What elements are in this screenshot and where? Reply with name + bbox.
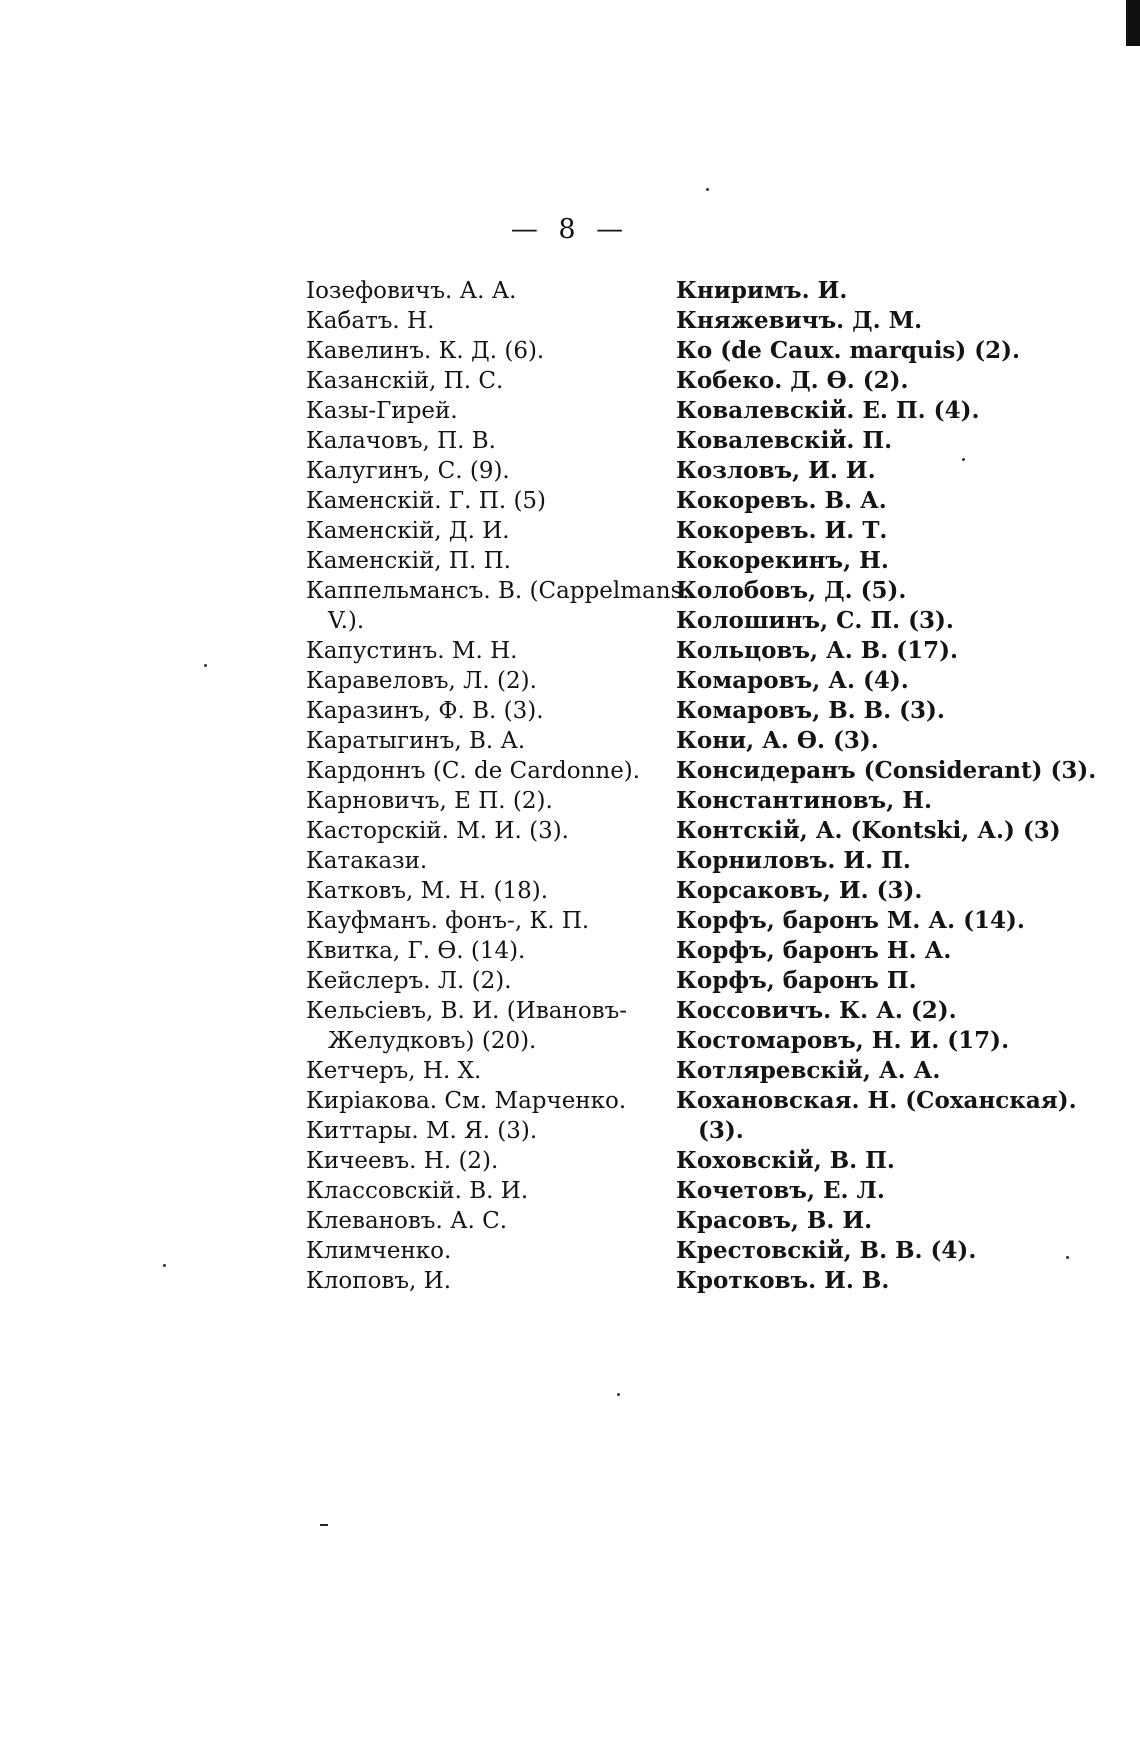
index-entry: Корфъ, баронъ М. А. (14).	[676, 907, 1025, 934]
scan-mark	[320, 1524, 328, 1526]
index-entry: Красовъ, В. И.	[676, 1207, 873, 1234]
index-entry: Каразинъ, Ф. В. (3).	[306, 698, 544, 724]
index-entry: Каменскій, Д. И.	[306, 518, 510, 544]
index-entry: Козловъ, И. И.	[676, 457, 876, 484]
index-entry: Корниловъ. И. П.	[676, 847, 911, 874]
index-entry: Кротковъ. И. В.	[676, 1267, 890, 1294]
index-entry: Ковалевскій. Е. П. (4).	[676, 397, 980, 424]
index-column-left	[306, 276, 690, 1296]
index-entry: Кокорекинъ, Н.	[676, 547, 889, 574]
index-entry: Кичеевъ. Н. (2).	[306, 1148, 499, 1174]
index-entry: Книримъ. И.	[676, 277, 848, 304]
index-entry: Клоповъ, И.	[306, 1268, 452, 1294]
index-entry: Котляревскій, А. А.	[676, 1057, 941, 1084]
index-entry: Калачовъ, П. В.	[306, 428, 496, 454]
index-entry: Ковалевскій. П.	[676, 427, 893, 454]
scan-speck	[962, 458, 965, 461]
index-entry: Кейслеръ. Л. (2).	[306, 968, 512, 994]
index-entry: Квитка, Г. Ѳ. (14).	[306, 938, 526, 964]
index-entry: Кольцовъ, А. В. (17).	[676, 637, 959, 664]
index-entry: Катковъ, М. Н. (18).	[306, 878, 549, 904]
page-number: — 8 —	[510, 214, 630, 245]
index-entry: Консидеранъ (Considerant) (3).	[676, 757, 1097, 784]
index-entry-continuation: V.).	[328, 608, 365, 634]
index-entry: Клевановъ. А. С.	[306, 1208, 508, 1234]
index-entry: Кельсіевъ, В. И. (Ивановъ-	[306, 998, 628, 1024]
index-entry: Константиновъ, Н.	[676, 787, 932, 814]
index-entry: Кокоревъ. И. Т.	[676, 517, 888, 544]
index-entry: Кони, А. Ѳ. (3).	[676, 727, 879, 754]
scan-speck	[163, 1264, 166, 1267]
index-column-right	[676, 276, 1097, 1296]
index-entry: Колошинъ, С. П. (3).	[676, 607, 954, 634]
scan-speck	[706, 188, 709, 191]
index-entry-continuation: Желудковъ) (20).	[328, 1028, 537, 1054]
index-entry: Кетчеръ, Н. Х.	[306, 1058, 482, 1084]
index-entry: Кокоревъ. В. А.	[676, 487, 887, 514]
index-entry: Корсаковъ, И. (3).	[676, 877, 923, 904]
index-entry: Калугинъ, С. (9).	[306, 458, 510, 484]
index-entry: Ко (de Caux. marquis) (2).	[676, 337, 1021, 364]
index-entry: Колобовъ, Д. (5).	[676, 577, 907, 604]
index-entry: Киріакова. См. Марченко.	[306, 1088, 627, 1114]
scan-speck	[617, 1393, 620, 1396]
index-entry: Комаровъ, В. В. (3).	[676, 697, 945, 724]
index-entry-continuation: (3).	[698, 1117, 744, 1144]
index-entry: Кобеко. Д. Ѳ. (2).	[676, 367, 909, 394]
index-entry: Каменскій, П. П.	[306, 548, 511, 574]
index-entry: Классовскій. В. И.	[306, 1178, 529, 1204]
index-entry: Катакази.	[306, 848, 428, 874]
index-entry: Кауфманъ. фонъ-, К. П.	[306, 908, 590, 934]
index-entry: Каратыгинъ, В. А.	[306, 728, 526, 754]
index-entry: Крестовскій, В. В. (4).	[676, 1237, 977, 1264]
index-entry: Каменскій. Г. П. (5)	[306, 488, 547, 514]
index-entry: Кочетовъ, Е. Л.	[676, 1177, 885, 1204]
index-entry: Касторскій. М. И. (3).	[306, 818, 569, 844]
index-entry: Коховскій, В. П.	[676, 1147, 895, 1174]
index-entry: Корфъ, баронъ П.	[676, 967, 917, 994]
index-entry: Капустинъ. М. Н.	[306, 638, 518, 664]
index-entry: Княжевичъ. Д. М.	[676, 307, 923, 334]
index-entry: Казы-Гирей.	[306, 398, 458, 424]
index-entry: Іозефовичъ. А. А.	[306, 278, 517, 304]
index-entry: Каравеловъ, Л. (2).	[306, 668, 537, 694]
index-entry: Климченко.	[306, 1238, 452, 1264]
index-entry: Комаровъ, А. (4).	[676, 667, 909, 694]
index-entry: Кавелинъ. К. Д. (6).	[306, 338, 545, 364]
index-entry: Кабатъ. Н.	[306, 308, 435, 334]
scan-edge-bar	[1126, 0, 1140, 46]
index-entry: Контскій, А. (Kontski, А.) (3)	[676, 817, 1061, 844]
scan-speck	[1066, 1256, 1069, 1259]
index-entry: Костомаровъ, Н. И. (17).	[676, 1027, 1010, 1054]
index-entry: Каппельмансъ. В. (Cappelmans.	[306, 578, 690, 604]
scan-speck	[204, 664, 207, 667]
index-entry: Корфъ, баронъ Н. А.	[676, 937, 952, 964]
index-entry: Казанскій, П. С.	[306, 368, 504, 394]
index-entry: Кохановская. Н. (Соханская).	[676, 1087, 1077, 1114]
index-entry: Коссовичъ. К. А. (2).	[676, 997, 957, 1024]
index-entry: Карновичъ, Е П. (2).	[306, 788, 553, 814]
index-entry: Кардоннъ (С. de Cardonne).	[306, 758, 641, 784]
index-entry: Киттары. М. Я. (3).	[306, 1118, 538, 1144]
